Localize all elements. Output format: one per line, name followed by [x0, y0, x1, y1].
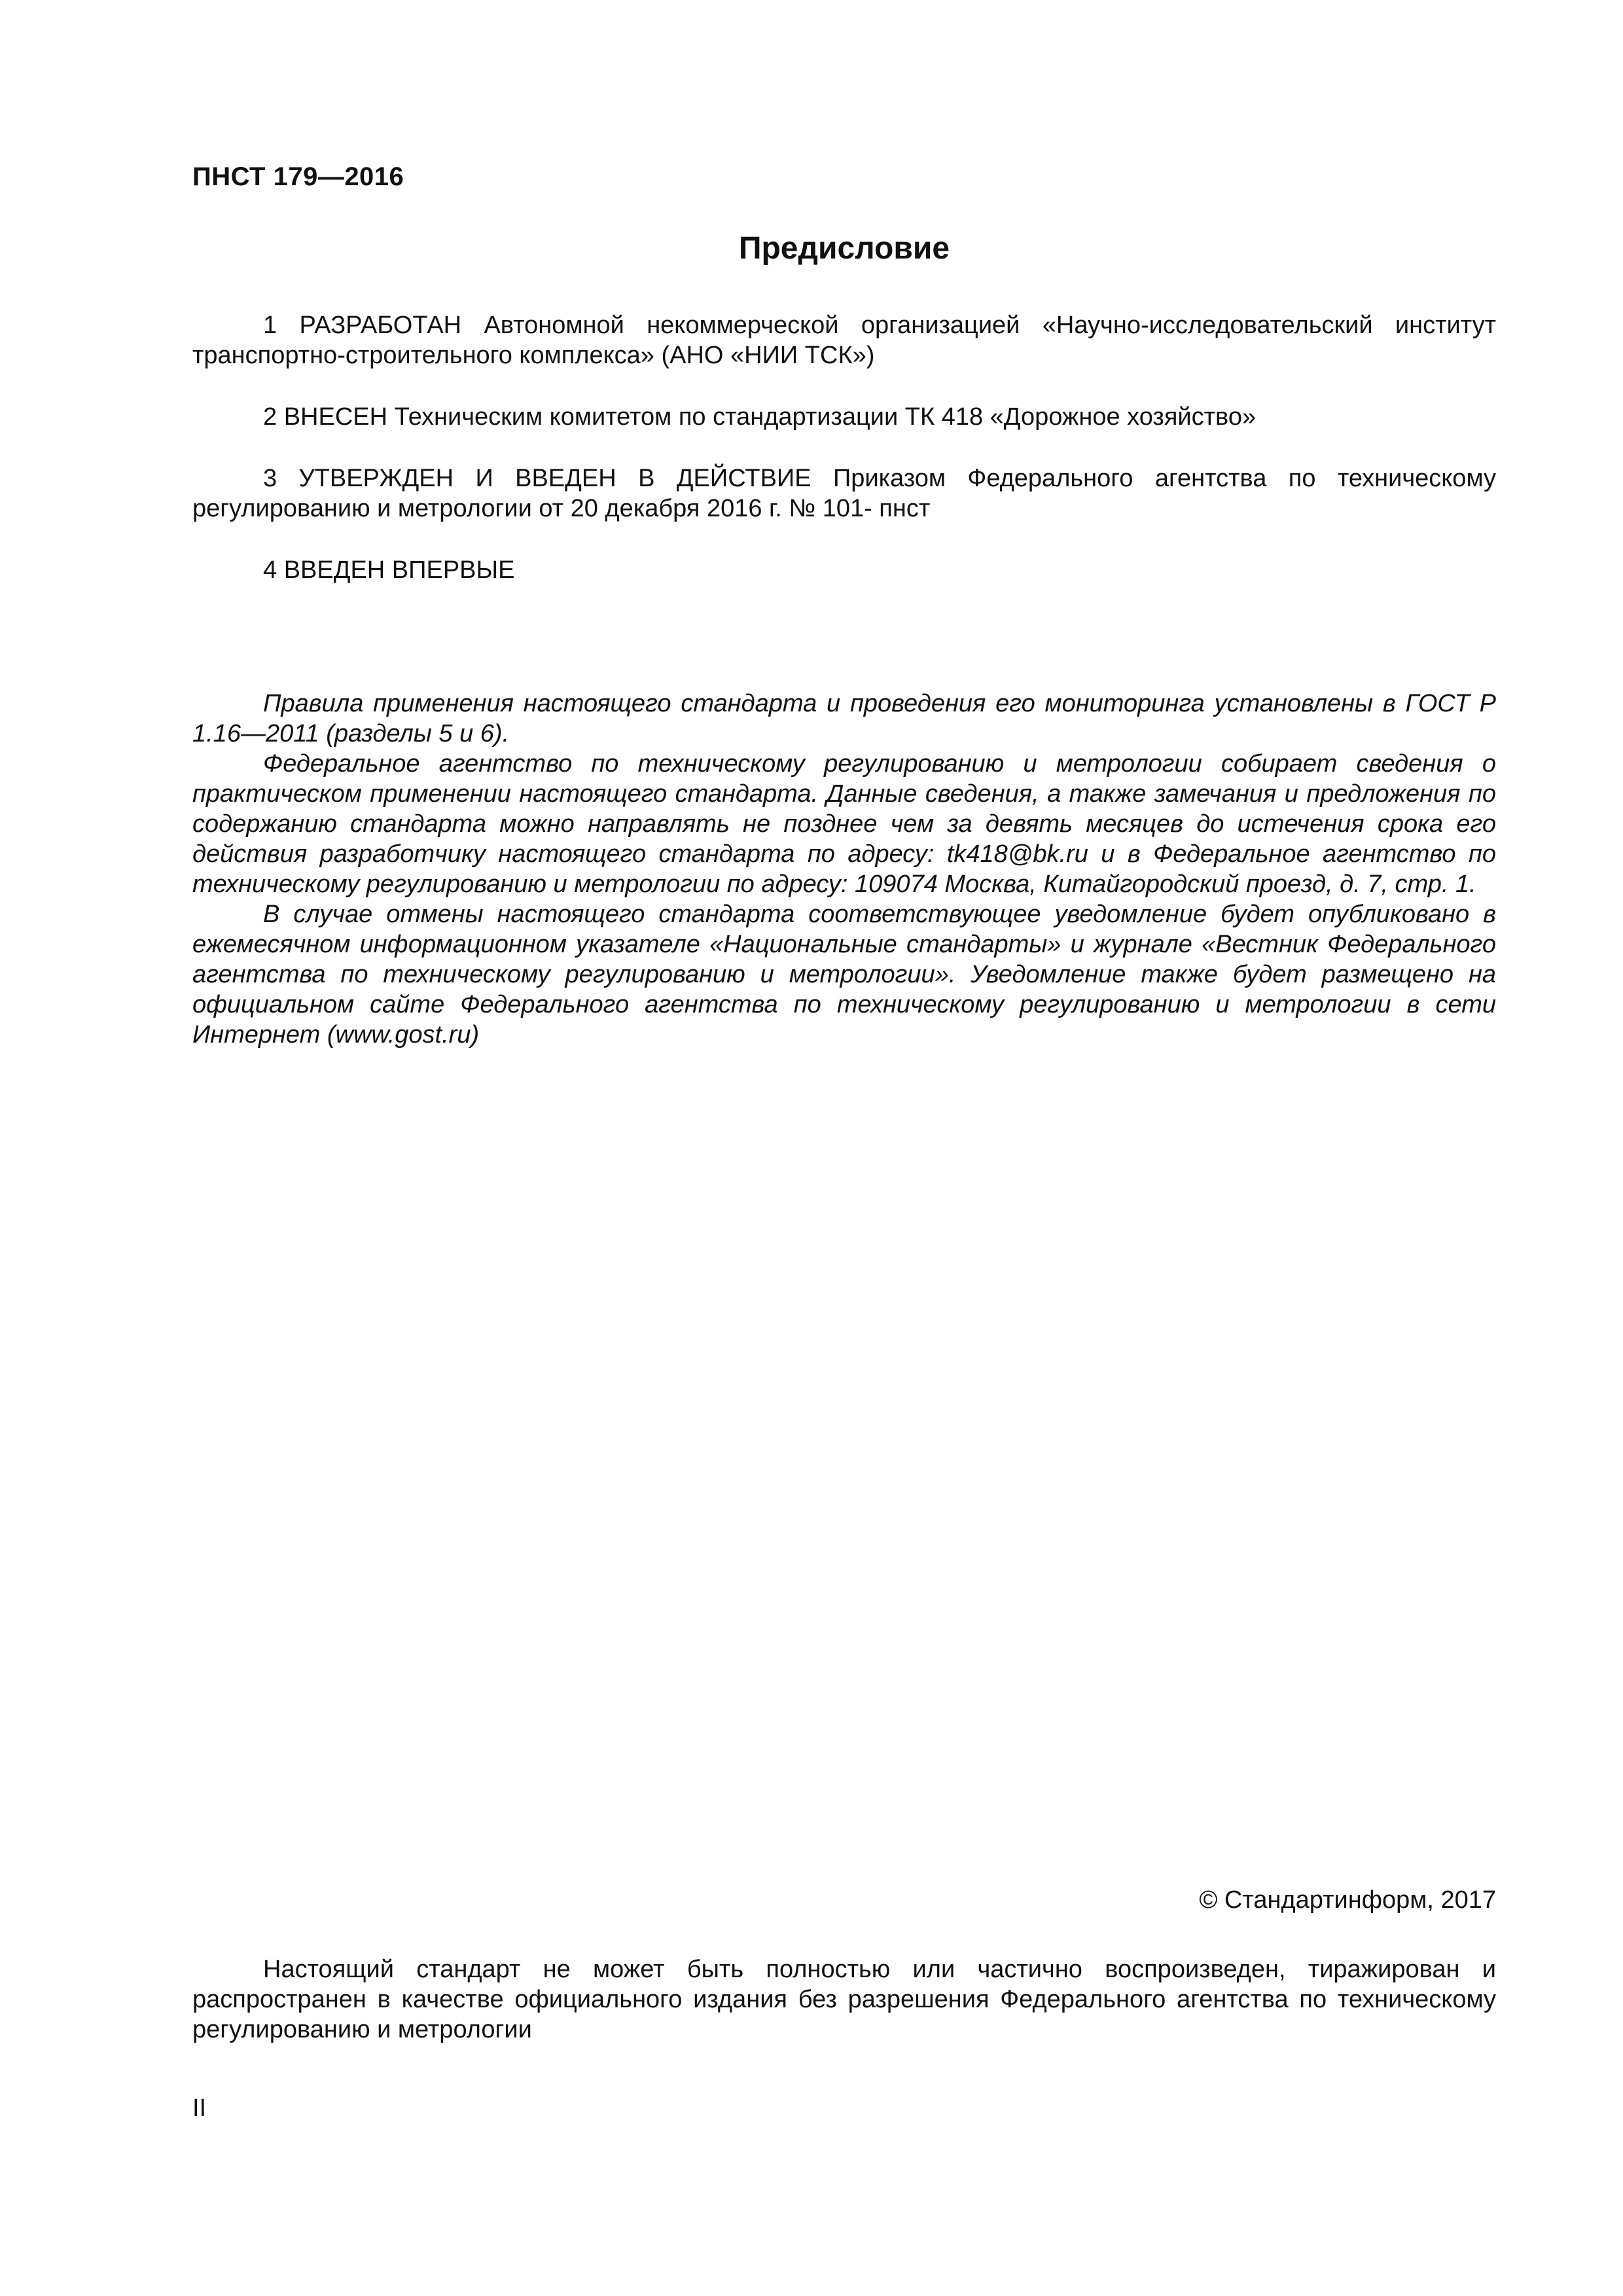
feedback-paragraph: Федеральное агентство по техническому регулированию и метрологии собирает сведения о практическом применении настоящего стандарта. Данные сведения, а также замечания и предложения по содержанию стандарта можно направлять не позднее чем за девять месяцев до истечения срока его действия разработчику настоящего стандарта по адресу: tk418@bk.ru и в Федеральное агентство по техническому регулированию и метрологии по адресу: 109074 Москва, Китайгородский проезд, д. 7, стр. 1. [192, 750, 1496, 898]
foreword-items [192, 310, 1496, 617]
rules-paragraph: Правила применения настоящего стандарта и проведения его мониторинга установлены в ГОСТ Р 1.16—2011 (разделы 5 и 6). [192, 690, 1496, 747]
copyright-line: © Стандартинформ, 2017 [1199, 1886, 1496, 1914]
page-title: Предисловие [738, 231, 950, 266]
cancellation-paragraph: В случае отмены настоящего стандарта соответствующее уведомление будет опубликовано в ежемесячном информационном указателе «Национальные стандарты» и журнале «Вестник Федерального агентства по техническому регулированию и метрологии». Уведомление также будет размещено на официальном сайте Федерального агентства по техническому регулированию и метрологии в сети Интернет (www.gost.ru) [192, 901, 1496, 1049]
foreword-item-2: 2 ВНЕСЕН Техническим комитетом по стандартизации ТК 418 «Дорожное хозяйство» [263, 403, 1257, 431]
page-number: II [192, 2094, 207, 2122]
foreword-item-1: 1 РАЗРАБОТАН Автономной некоммерческой организацией «Научно-исследовательский институт транспортно-строительного комплекса» (АНО «НИИ ТСК») [192, 312, 1496, 369]
reproduction-notice [192, 1954, 1496, 2045]
foreword-item-3: 3 УТВЕРЖДЕН И ВВЕДЕН В ДЕЙСТВИЕ Приказом Федерального агентства по техническому регулированию и метрологии от 20 декабря 2016 г. № 101- пнст [192, 465, 1496, 522]
application-rules [192, 689, 1496, 1050]
foreword-item-4: 4 ВВЕДЕН ВПЕРВЫЕ [263, 556, 515, 584]
notice-paragraph: Настоящий стандарт не может быть полностью или частично воспроизведен, тиражирован и распространен в качестве официального издания без разрешения Федерального агентства по техническому регулированию и метрологии [192, 1956, 1496, 2043]
document-code: ПНСТ 179—2016 [192, 162, 404, 191]
